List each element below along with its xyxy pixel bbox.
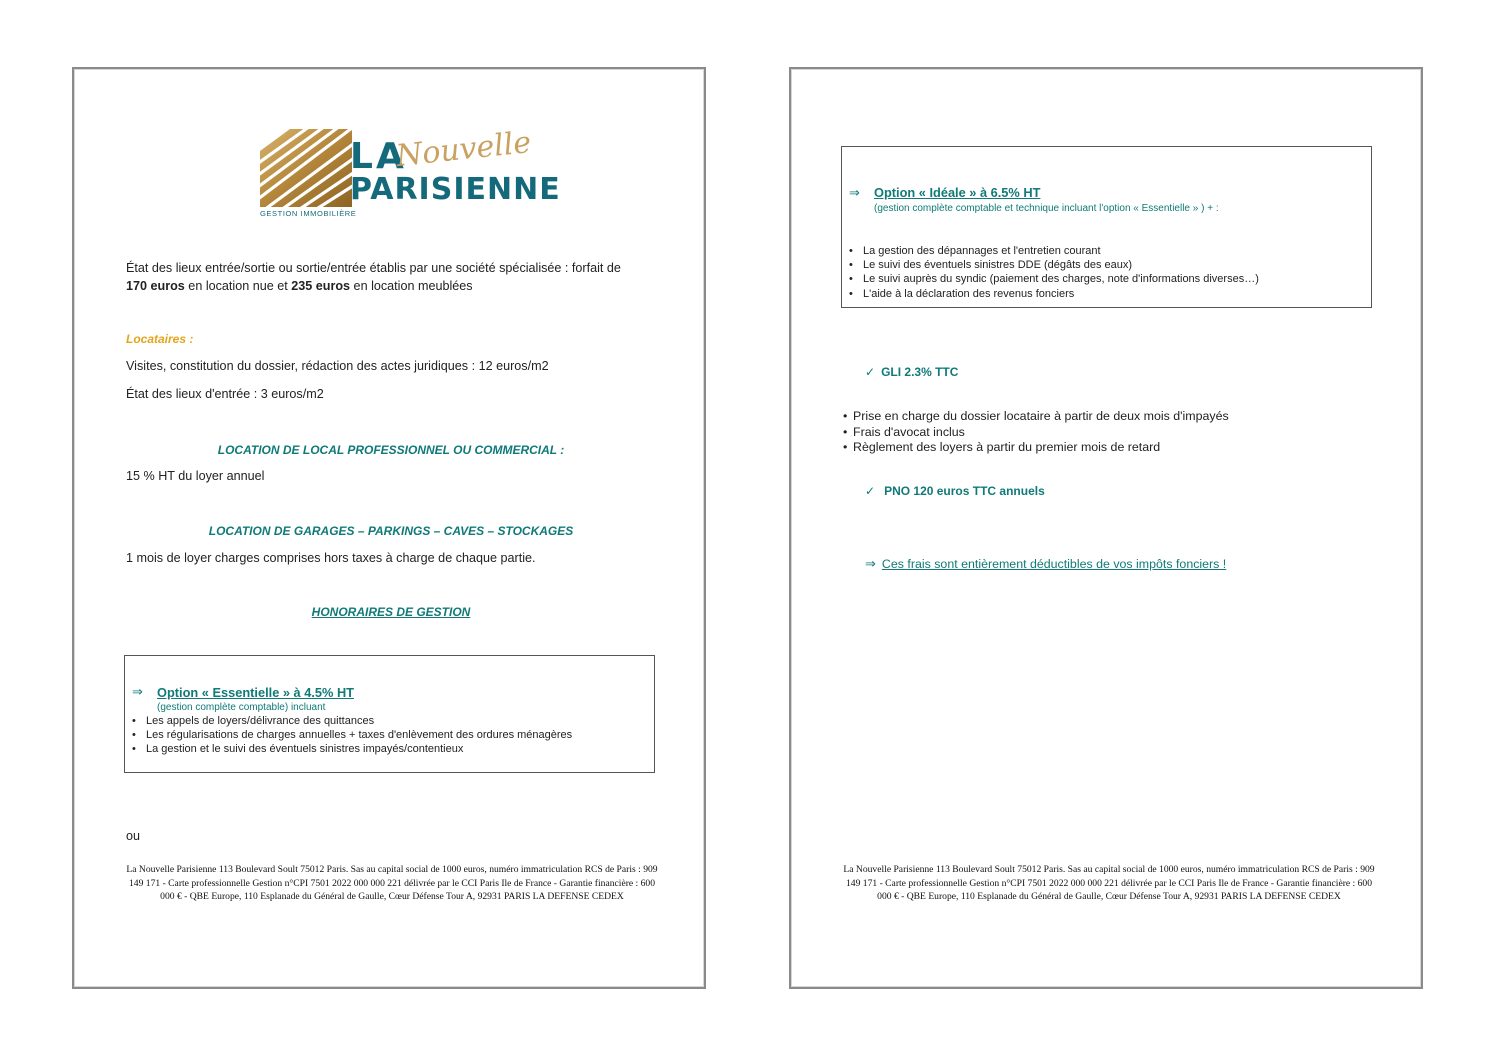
list-item: • La gestion des dépannages et l'entretien courant [849,244,1259,258]
locataires-line-2: État des lieux d'entrée : 3 euros/m2 [126,387,324,401]
logo-la-text: LA [350,136,407,177]
list-item: • Règlement des loyers à partir du premier mois de retard [843,440,1229,456]
deductible-line [865,555,1226,573]
page-2-footer: La Nouvelle Parisienne 113 Boulevard Soult 75012 Paris. Sas au capital social de 1000 euros, numéro immatriculation RCS de Paris : 909 149 171 - Carte professionnelle Gestion n°CPI 7501 2022 000 000 221 délivrée par le CCI Paris Ile de France - Garantie financière : 600 000 € - QBE Europe, 110 Esplanade du Général de Gaulle, Cœur Défense Tour A, 92931 PARIS LA DEFENSE CEDEX [843,864,1375,903]
document-page-2 [789,67,1423,989]
edl-amount-nue: 170 euros [126,279,185,293]
edl-mid-text: en location nue et [184,279,292,293]
gli-list [843,409,1229,456]
garages-heading: LOCATION DE GARAGES – PARKINGS – CAVES – STOCKAGES [208,524,574,538]
list-item: • Prise en charge du dossier locataire à partir de deux mois d'impayés [843,409,1229,425]
logo-main-text: PARISIENNE [350,172,561,207]
edl-line-1: État des lieux entrée/sortie ou sortie/entrée établis par une société spécialisée : forfait de [126,261,621,275]
list-item: • Le suivi auprès du syndic (paiement des charges, note d'informations diverses…) [849,272,1259,286]
check-icon: ✓ [865,484,876,498]
check-icon: ✓ [865,365,876,379]
pno-title: PNO 120 euros TTC annuels [884,484,1045,498]
deductible-text: Ces frais sont entièrement déductibles de vos impôts fonciers ! [881,557,1227,571]
option-essentielle-subtitle: (gestion complète comptable) incluant [157,702,326,713]
option-ideale-title: Option « Idéale » à 6.5% HT [874,185,1041,200]
gli-title: GLI 2.3% TTC [881,365,959,379]
option-essentielle-arrow-icon: ⇒ [132,684,143,699]
page-1-footer: La Nouvelle Parisienne 113 Boulevard Soult 75012 Paris. Sas au capital social de 1000 euros, numéro immatriculation RCS de Paris : 909 149 171 - Carte professionnelle Gestion n°CPI 7501 2022 000 000 221 délivrée par le CCI Paris Ile de France - Garantie financière : 600 000 € - QBE Europe, 110 Esplanade du Général de Gaulle, Cœur Défense Tour A, 92931 PARIS LA DEFENSE CEDEX [126,864,658,903]
document-page-1 [72,67,706,989]
option-ideale-list [849,244,1259,301]
company-logo [260,125,561,219]
option-ideale-subtitle: (gestion complète comptable et technique incluant l'option « Essentielle » ) + : [874,203,1219,214]
locataires-heading: Locataires : [126,332,194,346]
local-pro-heading: LOCATION DE LOCAL PROFESSIONNEL OU COMMERCIAL : [217,443,565,457]
logo-tagline: GESTION IMMOBILIÈRE [260,209,357,218]
locataires-line-1: Visites, constitution du dossier, rédaction des actes juridiques : 12 euros/m2 [126,359,549,373]
edl-text [126,259,621,295]
house-stripes-logo-icon [260,129,352,207]
honoraires-heading: HONORAIRES DE GESTION [311,605,471,619]
list-item: • L'aide à la déclaration des revenus fonciers [849,287,1259,301]
logo-script-text: Nouvelle [394,125,533,174]
garages-line: 1 mois de loyer charges comprises hors taxes à charge de chaque partie. [126,551,536,565]
option-essentielle-list [132,714,572,757]
list-item: • La gestion et le suivi des éventuels sinistres impayés/contentieux [132,742,572,756]
option-essentielle-box [124,655,655,773]
pno-line [865,484,1045,498]
local-pro-line: 15 % HT du loyer annuel [126,469,265,483]
gli-line [865,365,958,379]
option-ideale-arrow-icon: ⇒ [849,185,860,200]
list-item: • Le suivi des éventuels sinistres DDE (dégâts des eaux) [849,258,1259,272]
edl-end-text: en location meublées [350,279,473,293]
list-item: • Les régularisations de charges annuelles + taxes d'enlèvement des ordures ménagères [132,728,572,742]
list-item: • Frais d'avocat inclus [843,425,1229,441]
option-ideale-box [841,146,1372,308]
edl-line-2 [126,277,621,295]
ou-text: ou [126,829,141,843]
deductible-arrow-icon: ⇒ [865,556,876,571]
list-item: • Les appels de loyers/délivrance des quittances [132,714,572,728]
edl-amount-meuble: 235 euros [291,279,351,293]
option-essentielle-title: Option « Essentielle » à 4.5% HT [157,685,354,700]
